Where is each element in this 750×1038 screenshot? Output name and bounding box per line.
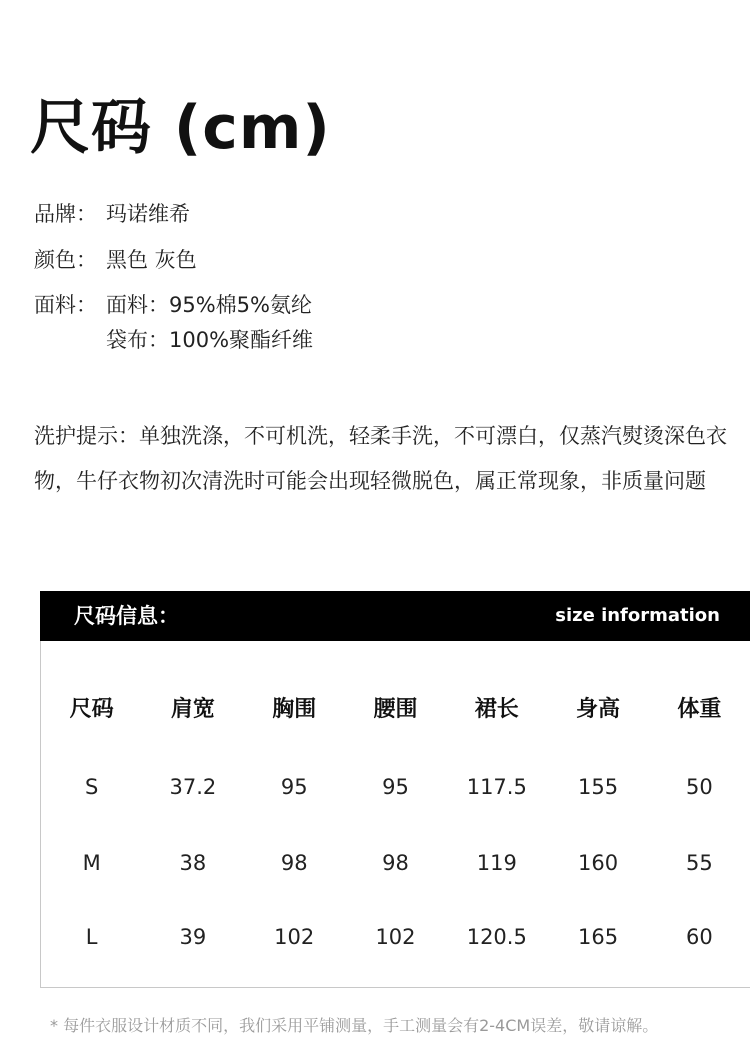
table-cell: 102 [375, 925, 416, 949]
table-cell: 155 [578, 775, 619, 799]
table-cell: L [85, 925, 98, 949]
fabric-lining-row [106, 325, 313, 355]
color-label: 颜色： [34, 248, 97, 272]
column-header: 尺码 [69, 696, 114, 722]
table-cell: 165 [578, 925, 619, 949]
column-header: 胸围 [272, 696, 317, 722]
table-cell: 55 [685, 851, 713, 875]
column-header: 裙长 [474, 696, 519, 722]
table-cell: 117.5 [466, 775, 527, 799]
table-cell: 39 [179, 925, 207, 949]
table-cell: 37.2 [169, 775, 217, 799]
table-cell: 120.5 [466, 925, 527, 949]
size-info-subtitle: size information [555, 605, 720, 626]
color-value: 黑色 灰色 [106, 248, 197, 272]
size-table-container [40, 641, 750, 988]
table-cell: 102 [274, 925, 315, 949]
column-header: 肩宽 [170, 696, 215, 722]
brand-value: 玛诺维希 [106, 202, 190, 226]
size-info-title: 尺码信息： [74, 604, 179, 628]
table-row [41, 826, 750, 900]
size-table-header-row [41, 686, 750, 728]
table-cell: 38 [179, 851, 207, 875]
table-cell: 119 [476, 851, 517, 875]
fabric-lining: 袋布：100%聚酯纤维 [106, 328, 314, 352]
measurement-footnote: * 每件衣服设计材质不同，我们采用平铺测量，手工测量会有2-4CM误差，敬请谅解。 [50, 1016, 659, 1035]
size-table [41, 686, 750, 974]
table-cell: 98 [280, 851, 308, 875]
table-cell: 95 [382, 775, 409, 799]
table-cell: 95 [280, 775, 308, 799]
column-header: 腰围 [373, 696, 418, 722]
table-cell: 160 [578, 851, 619, 875]
column-header: 身高 [576, 696, 621, 722]
table-cell: 50 [685, 775, 713, 799]
column-header: 体重 [677, 696, 722, 722]
fabric-row [34, 290, 312, 320]
page-title: 尺码 (cm) [30, 93, 331, 163]
brand-label: 品牌： [34, 202, 97, 226]
table-cell: S [84, 775, 99, 799]
fabric-main: 面料：95%棉5%氨纶 [106, 293, 312, 317]
color-row [34, 245, 197, 275]
brand-row [34, 199, 190, 229]
table-cell: 60 [685, 925, 713, 949]
table-row [41, 900, 750, 974]
table-cell: 98 [382, 851, 409, 875]
table-cell: M [82, 851, 101, 875]
care-instructions: 洗护提示：单独洗涤，不可机洗，轻柔手洗，不可漂白，仅蒸汽熨烫深色衣物，牛仔衣物初次清洗时可能会出现轻微脱色，属正常现象，非质量问题 [34, 424, 727, 493]
size-info-header [40, 591, 750, 641]
fabric-label: 面料： [34, 293, 97, 317]
table-row [41, 728, 750, 826]
